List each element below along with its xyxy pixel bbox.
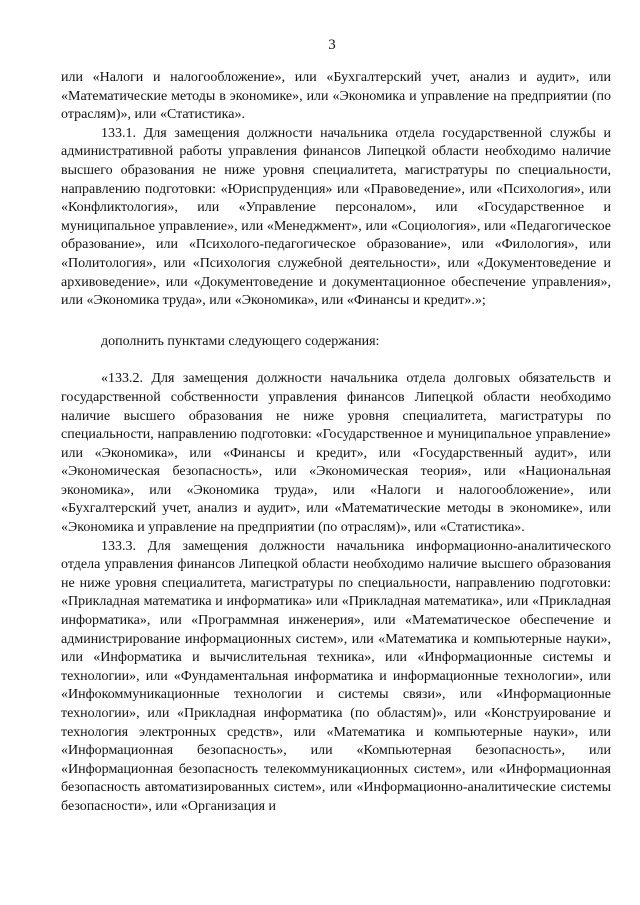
document-page: [61, 36, 611, 817]
paragraph-133-1: 133.1. Для замещения должности начальника отдела государственной службы и административной работы управления финансов Липецкой области необходимо наличие высшего образования не ниже уровня специалитета, магистратуры по специальности, направлению подготовки: «Юриспруденция» или «Правоведение», или «Психология», или «Конфликтология», или «Управление персоналом», или «Государственное и муниципальное управление», или «Менеджмент», или «Социология», или «Педагогическое образование», или «Психолого-педагогическое образование», или «Филология», или «Политология», или «Психология служебной деятельности», или «Документоведение и архивоведение», или «Документоведение и документационное обеспечение управления», или «Экономика труда», или «Экономика», или «Финансы и кредит».»;: [61, 125, 611, 309]
paragraph-amendment-intro: дополнить пунктами следующего содержания:: [101, 333, 380, 349]
paragraph-133-2: «133.2. Для замещения должности начальника отдела долговых обязательств и государственной собственности управления финансов Липецкой области необходимо наличие высшего образования не ниже уровня специалитета, магистратуры по специальности, направлению подготовки: «Государственное и муниципальное управление» или «Экономика», или «Финансы и кредит», или «Государственный аудит», или «Экономическая безопасность», или «Экономическая теория», или «Национальная экономика», или «Экономика труда», или «Налоги и налогообложение», или «Бухгалтерский учет, анализ и аудит», или «Математические методы в экономике», или «Экономика и управление на предприятии (по отраслям)», или «Статистика».: [61, 371, 611, 536]
paragraph-133-3: 133.3. Для замещения должности начальника информационно-аналитического отдела управления финансов Липецкой области необходимо наличие высшего образования не ниже уровня специалитета, магистратуры по специальности, направлению подготовки: «Прикладная математика и информатика» или «Прикладная математика», или «Прикладная информатика», или «Программная инженерия», или «Математическое обеспечение и администрирование информационных систем», или «Математика и компьютерные науки», или «Информатика и вычислительная техника», или «Информационные системы и технологии», или «Фундаментальная информатика и информационные технологии», или «Инфокоммуникационные технологии и системы связи», или «Информационные технологии», или «Прикладная информатика (по областям)», или «Конструирование и технология электронных средств», или «Математика и компьютерные науки», или «Информационная безопасность», или «Компьютерная безопасность», или «Информационная безопасность телекоммуникационных систем», или «Информационная безопасность автоматизированных систем», или «Информационно-аналитические системы безопасности», или «Организация и: [61, 538, 611, 814]
paragraph-continuation: или «Налоги и налогообложение», или «Бухгалтерский учет, анализ и аудит», или «Математические методы в экономике», или «Экономика и управление на предприятии (по отраслям)», или «Статистика».: [61, 70, 611, 123]
page-number: 3: [328, 37, 336, 53]
